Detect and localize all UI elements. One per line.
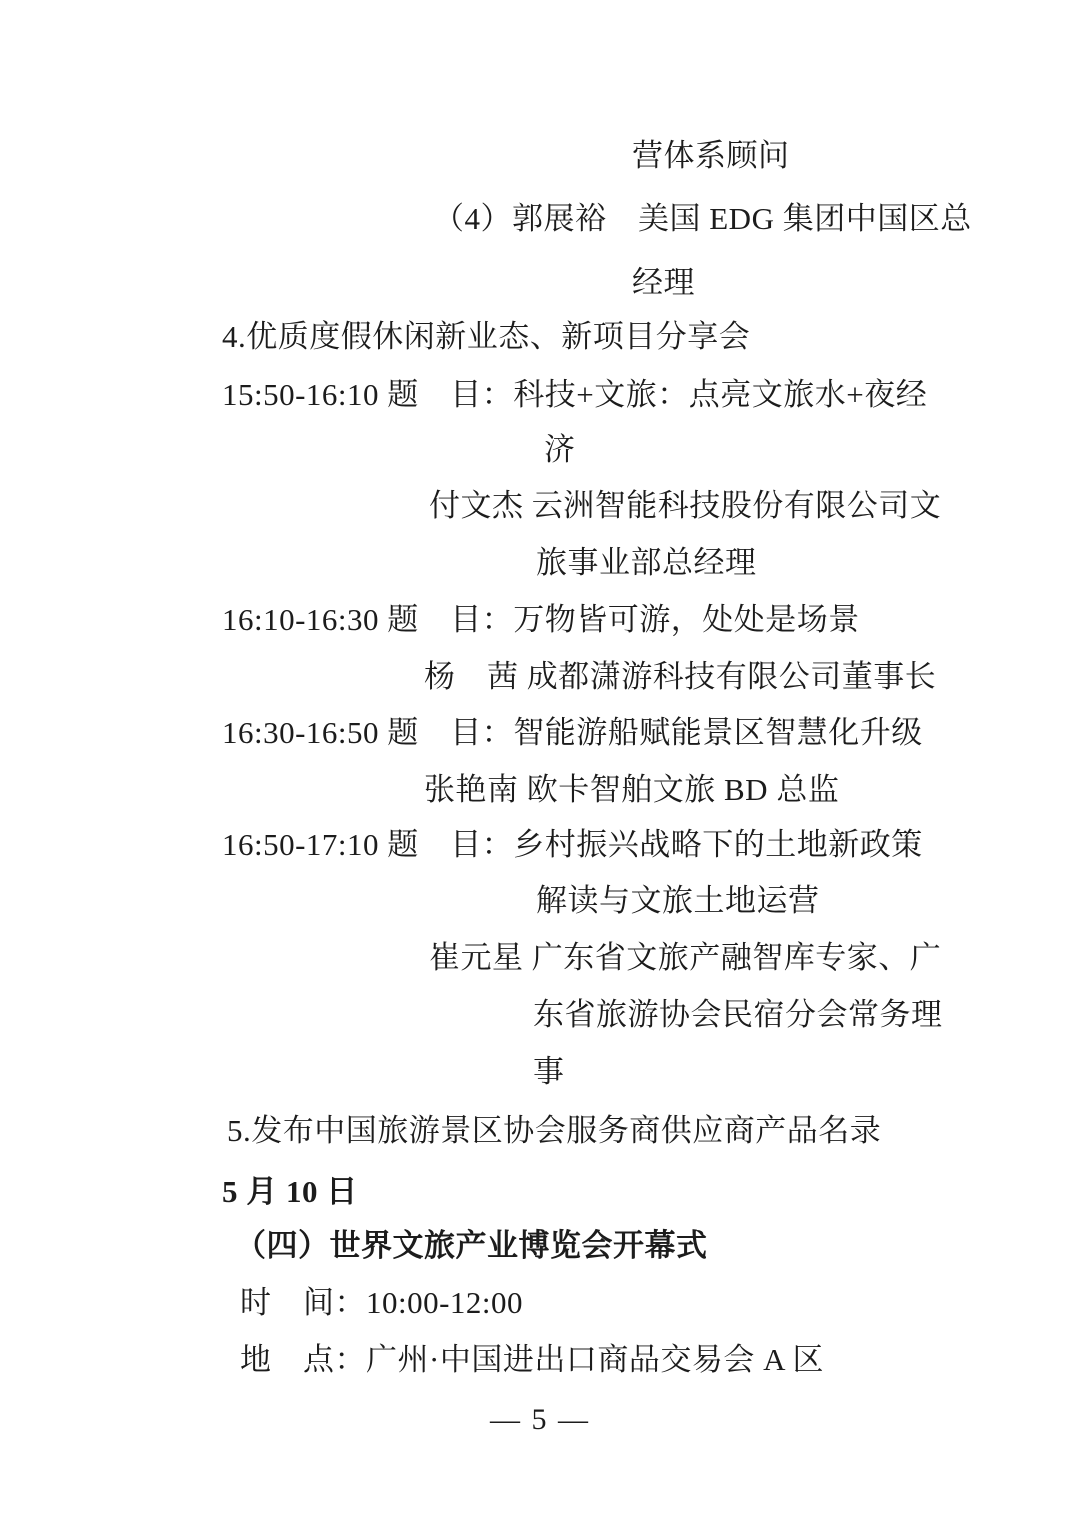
- wrap-line-consultant-title: 营体系顾问: [632, 138, 790, 173]
- speaker-line-3: 张艳南 欧卡智舶文旅 BD 总监: [424, 772, 840, 807]
- session-time-topic-2: 16:10-16:30 题 目：万物皆可游，处处是场景: [222, 602, 860, 637]
- speaker-line-2: 杨 茜 成都潇游科技有限公司董事长: [424, 659, 937, 694]
- section-item-4-title: 4.优质度假休闲新业态、新项目分享会: [222, 319, 751, 354]
- location-line: 地 点：广州·中国进出口商品交易会 A 区: [240, 1342, 824, 1377]
- time-line: 时 间：10:00-12:00: [240, 1285, 524, 1320]
- wrap-line-manager-title: 经理: [632, 265, 695, 300]
- wrap-line-speaker-4-title-2: 事: [533, 1054, 565, 1089]
- session-time-topic-3: 16:30-16:50 题 目：智能游船赋能景区智慧化升级: [222, 715, 923, 750]
- speaker-line-1: 付文杰 云洲智能科技股份有限公司文: [429, 488, 942, 523]
- section-item-5-title: 5.发布中国旅游景区协会服务商供应商产品名录: [227, 1113, 882, 1148]
- session-time-topic-1: 15:50-16:10 题 目：科技+文旅：点亮文旅水+夜经: [222, 377, 928, 412]
- speaker-line-4: 崔元星 广东省文旅产融智库专家、广: [429, 940, 942, 975]
- wrap-line-topic-1: 济: [544, 432, 576, 467]
- date-heading: 5 月 10 日: [222, 1174, 358, 1209]
- wrap-line-speaker-1-title: 旅事业部总经理: [536, 545, 757, 580]
- wrap-line-topic-4: 解读与文旅土地运营: [536, 883, 820, 918]
- wrap-line-speaker-4-title-1: 东省旅游协会民宿分会常务理: [533, 997, 943, 1032]
- page-number: — 5 —: [490, 1403, 590, 1436]
- list-item-speaker-4: （4）郭展裕 美国 EDG 集团中国区总: [433, 201, 972, 236]
- session-time-topic-4: 16:50-17:10 题 目：乡村振兴战略下的土地新政策: [222, 827, 923, 862]
- section-heading-opening-ceremony: （四）世界文旅产业博览会开幕式: [235, 1228, 708, 1263]
